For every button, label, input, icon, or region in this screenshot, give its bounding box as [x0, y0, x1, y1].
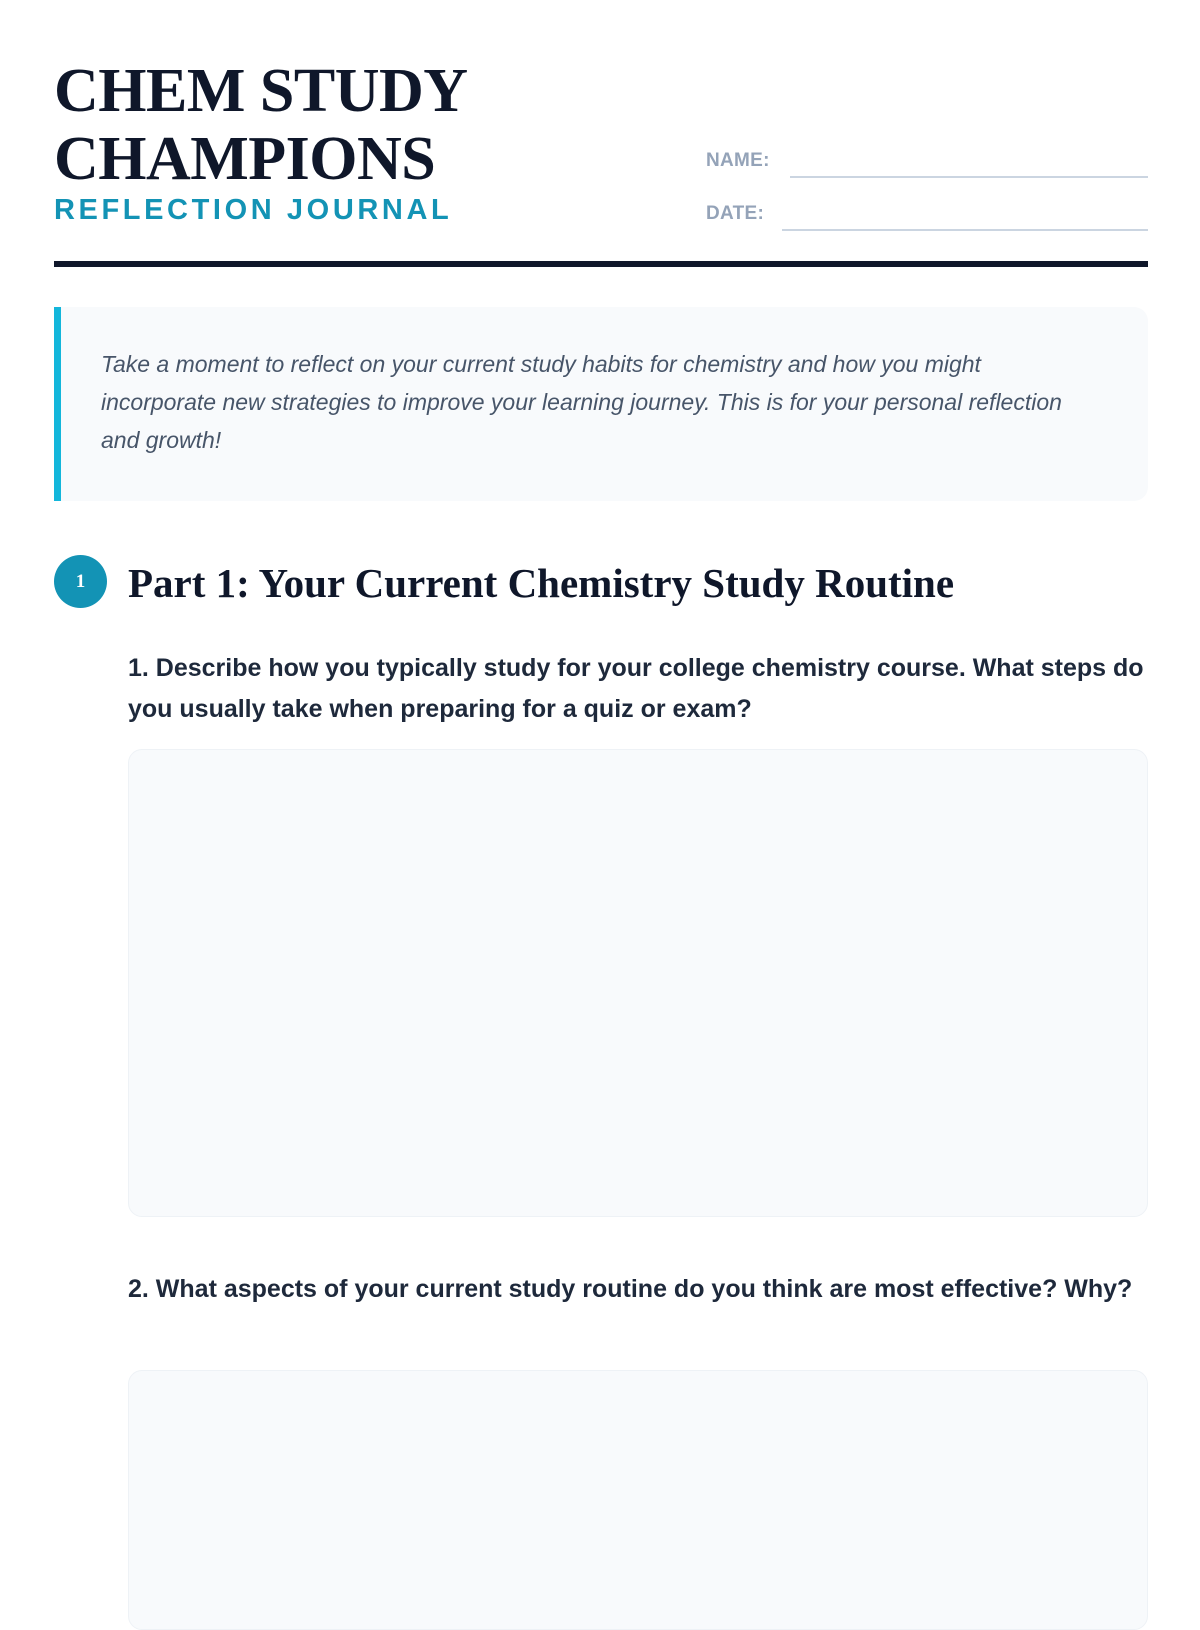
journal-title-line-1: CHEM STUDY	[54, 57, 468, 125]
header-divider	[54, 261, 1148, 267]
section-number-badge: 1	[54, 555, 107, 608]
date-label: DATE:	[706, 203, 765, 224]
journal-subtitle: REFLECTION JOURNAL	[54, 194, 453, 226]
journal-page	[54, 0, 1148, 1303]
name-input-line[interactable]	[790, 176, 1148, 178]
journal-title-line-2: CHAMPIONS	[54, 125, 436, 193]
section-title: Part 1: Your Current Chemistry Study Routine	[128, 560, 955, 606]
question-2: 2. What aspects of your current study routine do you think are most effective? Why?	[128, 1275, 1133, 1303]
journal-header	[54, 0, 1148, 270]
name-field	[706, 144, 1148, 178]
intro-callout	[54, 307, 1148, 501]
intro-text: Take a moment to reflect on your current study habits for chemistry and how you might incorporate new strategies to improve your learning journey. This is for your personal reflection and growth!	[101, 351, 1062, 453]
name-label: NAME:	[706, 150, 770, 171]
date-field	[706, 197, 1148, 231]
question-1: 1. Describe how you typically study for your college chemistry course. What steps do you usually take when preparing for a quiz or exam?	[128, 654, 1144, 723]
date-input-line[interactable]	[782, 229, 1148, 231]
answer-box-2[interactable]	[128, 1370, 1148, 1630]
answer-box-1[interactable]	[128, 749, 1148, 1217]
